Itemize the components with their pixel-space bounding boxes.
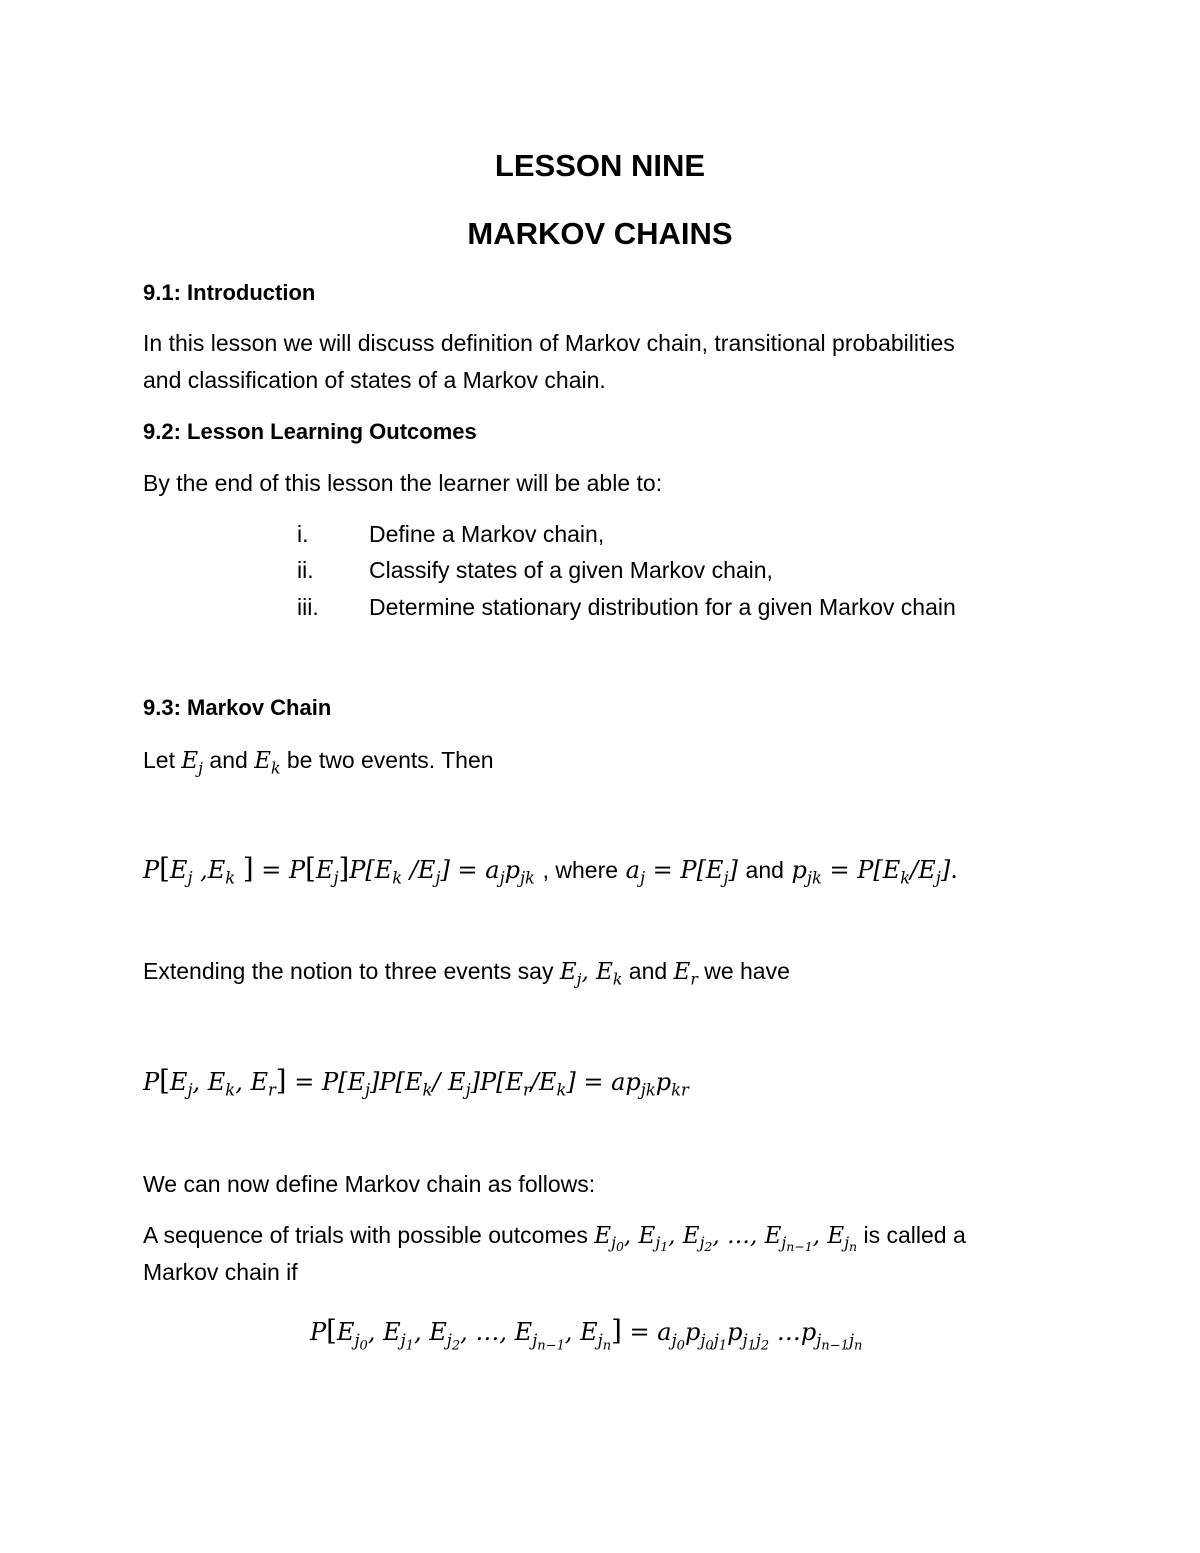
list-item-number: iii. — [297, 594, 319, 620]
and-word: and — [628, 958, 668, 984]
where-word: , where — [542, 857, 619, 883]
equation-three-events: $P[E_j$, $E_k$, $E_r] = P[E_j]P[E_k/$ $E_j]P[E_r/E_k] = ap_{jk}p_{kr}$ — [143, 1064, 689, 1100]
and-word: and — [745, 857, 784, 883]
events-intro-line — [143, 747, 494, 778]
equation-two-events: $P[E_j$ $,E_k$ ] = $P[E_j]P[E_k$ $/E_j] = a_jp_{jk}$ , where $a_j = P[E_j]$ and $p_{jk} = P[E_k/E_j]$. — [143, 852, 958, 888]
lesson-title: LESSON NINE — [494, 148, 706, 183]
sequence-line-2: Markov chain if — [143, 1259, 298, 1285]
extend-text: Extending the notion to three events say — [143, 958, 554, 984]
define-line: We can now define Markov chain as follows: — [143, 1171, 596, 1197]
sequence-text: A sequence of trials with possible outcomes — [143, 1222, 588, 1248]
math-ek: $E_k$ — [254, 748, 281, 778]
sequence-line — [143, 1222, 966, 1255]
lesson-subtitle: MARKOV CHAINS — [467, 216, 733, 251]
sequence-tail: is called a — [863, 1222, 966, 1248]
list-item-text: Classify states of a given Markov chain, — [369, 557, 773, 583]
equation-markov-definition: $P[E_{j_0}$, $E_{j_1}$, $E_{j_2}$, …, $E_{j_{n-1}}$, $E_{j_n}] = a_{j_0}p_{j_0j_1}p_{j_1j_2}$ $\dots p_{j_{n-1}j_n}$ — [310, 1314, 863, 1353]
list-item-text: Determine stationary distribution for a given Markov chain — [369, 594, 956, 620]
intro-paragraph-line-1: In this lesson we will discuss definition of Markov chain, transitional probabilities — [143, 330, 955, 356]
math-ej: $E_j$ — [181, 748, 204, 778]
math-sequence: $E_{j_0}$, $E_{j_1}$, $E_{j_2}$, …, $E_{j_{n-1}}$, $E_{j_n}$ — [594, 1223, 858, 1255]
math-er: $E_r$ — [673, 959, 698, 989]
section-heading-introduction: 9.1: Introduction — [143, 280, 316, 305]
section-heading-markov-chain: 9.3: Markov Chain — [143, 695, 332, 720]
let-word: Let — [143, 747, 175, 773]
intro-paragraph-line-2: and classification of states of a Markov chain. — [143, 367, 606, 393]
list-item-number: i. — [297, 521, 309, 547]
outcomes-intro: By the end of this lesson the learner will be able to: — [143, 470, 663, 496]
events-tail: be two events. Then — [286, 747, 494, 773]
equation-lhs: $P[E_j$ $,E_k$ ] — [143, 852, 254, 888]
and-word: and — [209, 747, 248, 773]
extend-tail: we have — [704, 958, 790, 984]
math-events-three: $E_j$, $E_k$ — [559, 959, 623, 989]
list-item-text: Define a Markov chain, — [369, 521, 605, 547]
extend-line — [143, 958, 790, 989]
section-heading-outcomes: 9.2: Lesson Learning Outcomes — [143, 419, 477, 444]
list-item-number: ii. — [297, 557, 314, 583]
